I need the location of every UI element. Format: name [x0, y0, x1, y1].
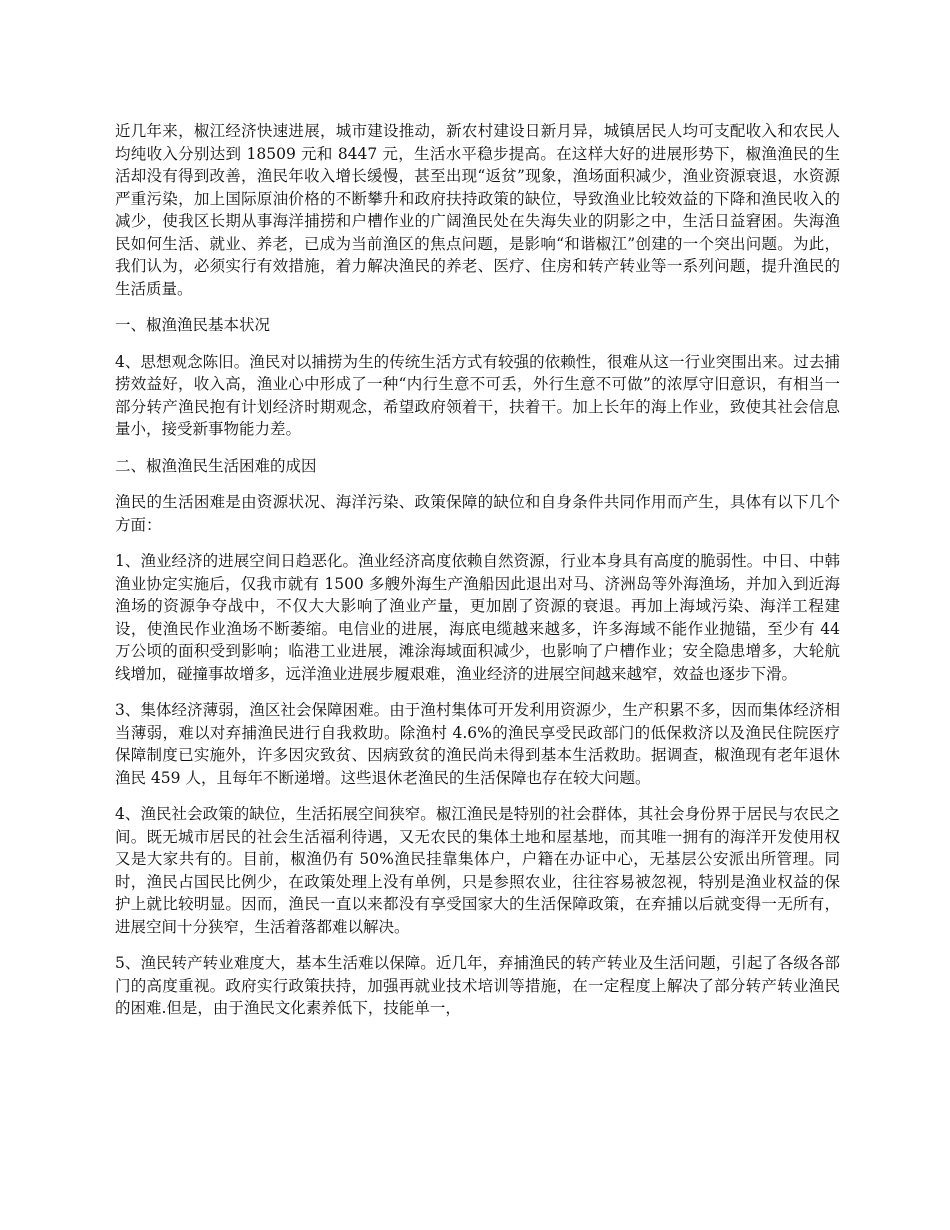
paragraph-causes-intro: 渔民的生活困难是由资源状况、海洋污染、政策保障的缺位和自身条件共同作用而产生，具体有以下几个方面： [115, 493, 840, 534]
paragraph-collective-economy: 3、集体经济薄弱，渔区社会保障困难。由于渔村集体可开发利用资源少，生产积累不多，因而集体经济相当薄弱，难以对弃捕渔民进行自我救助。除渔村 4.6%的渔民享受民政部门的低保救济以及渔民住院医疗保障制度已实施外，许多因灾致贫、因病致贫的渔民尚未得到基本生活救助。据调查，椒渔现有老年退休渔民 459 人，且每年不断递增。这些退休老渔民的生活保障也存在较大问题。 [115, 701, 840, 787]
paragraph-fishery-space: 1、渔业经济的进展空间日趋恶化。渔业经济高度依赖自然资源，行业本身具有高度的脆弱性。中日、中韩渔业协定实施后，仅我市就有 1500 多艘外海生产渔船因此退出对马、济洲岛等外海渔场，并加入到近海渔场的资源争夺战中，不仅大大影响了渔业产量，更加剧了资源的衰退。再加上海域污染、海洋工程建设，使渔民作业渔场不断萎缩。电信业的进展，海底电缆越来越多，许多海域不能作业抛锚，至少有 44 万公顷的面积受到影响；临港工业进展，滩涂海域面积减少，也影响了户槽作业；安全隐患增多，大轮航线增加，碰撞事故增多，远洋渔业进展步履艰难，渔业经济的进展空间越来越窄，效益也逐步下滑。 [115, 552, 840, 683]
section-heading-basic-situation: 一、椒渔渔民基本状况 [115, 316, 271, 334]
intro-paragraph: 近几年来，椒江经济快速进展，城市建设推动，新农村建设日新月异，城镇居民人均可支配收入和农民人均纯收入分别达到 18509 元和 8447 元，生活水平稳步提高。在这样大好的进展形势下，椒渔渔民的生活却没有得到改善，渔民年收入增长缓慢，甚至出现“返贫”现象，渔场面积减少，渔业资源衰退，水资源严重污染，加上国际原油价格的不断攀升和政府扶持政策的缺位，导致渔业比较效益的下降和渔民收入的减少，使我区长期从事海洋捕捞和户槽作业的广阔渔民处在失海失业的阴影之中，生活日益窘困。失海渔民如何生活、就业、养老，已成为当前渔区的焦点问题，是影响“和谐椒江”创建的一个突出问题。为此，我们认为，必须实行有效措施，着力解决渔民的养老、医疗、住房和转产转业等一系列问题，提升渔民的生活质量。 [115, 122, 840, 298]
paragraph-outdated-ideas: 4、思想观念陈旧。渔民对以捕捞为生的传统生活方式有较强的依赖性，很难从这一行业突围出来。过去捕捞效益好，收入高，渔业心中形成了一种“内行生意不可丢，外行生意不可做”的浓厚守旧意识，有相当一部分转产渔民抱有计划经济时期观念，希望政府领着干，扶着干。加上长年的海上作业，致使其社会信息量小，接受新事物能力差。 [115, 352, 840, 438]
paragraph-career-transition: 5、渔民转产转业难度大，基本生活难以保障。近几年，弃捕渔民的转产转业及生活问题，引起了各级各部门的高度重视。政府实行政策扶持，加强再就业技术培训等措施，在一定程度上解决了部分转产转业渔民的困难.但是，由于渔民文化素养低下，技能单一， [115, 954, 840, 1017]
paragraph-policy-gap: 4、渔民社会政策的缺位，生活拓展空间狭窄。椒江渔民是特别的社会群体，其社会身份界于居民与农民之间。既无城市居民的社会生活福利待遇，又无农民的集体土地和屋基地，而其唯一拥有的海洋开发使用权又是大家共有的。目前，椒渔仍有 50%渔民挂靠集体户，户籍在办证中心，无基层公安派出所管理。同时，渔民占国民比例少，在政策处理上没有单例，只是参照农业，往往容易被忽视，特别是渔业权益的保护上就比较明显。因而，渔民一直以来都没有享受国家大的生活保障政策，在弃捕以后就变得一无所有，进展空间十分狭窄，生活着落都难以解决。 [115, 805, 840, 936]
section-heading-causes: 二、椒渔渔民生活困难的成因 [115, 456, 317, 475]
document-body [115, 120, 840, 1034]
